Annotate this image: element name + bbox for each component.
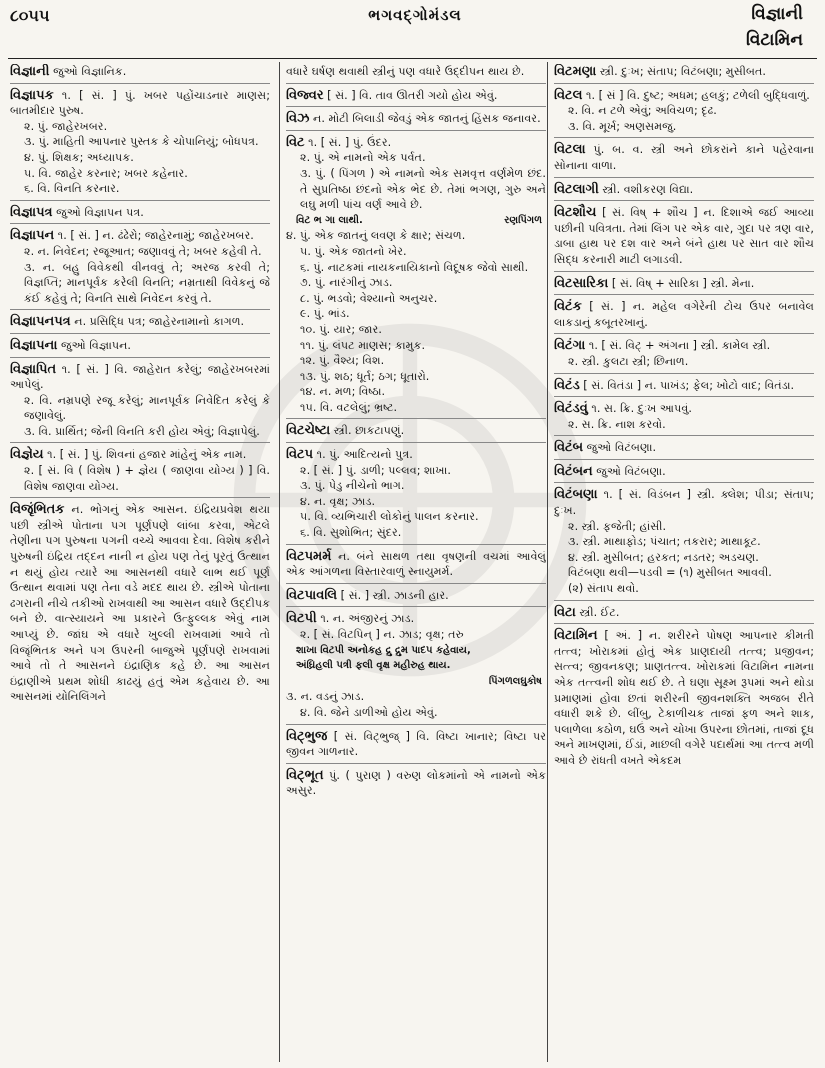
headword: વિટપી <box>286 611 317 627</box>
sense: ૪. વિ. જેને ડાળીઓ હોય એવું. <box>300 705 438 719</box>
dictionary-entry <box>286 588 546 608</box>
definition: જુઓ વિટંબણા. <box>592 464 666 478</box>
dictionary-entry <box>554 205 814 271</box>
definition: [ સં. ] વિ. તાવ ઊતરી ગયો હોય એવું. <box>323 88 498 102</box>
sense: ૨. [ સં. ] પું. ડાળી; પલ્લવ; શાખા. <box>300 463 451 477</box>
dictionary-entry <box>554 628 814 771</box>
headword: વિજ્ઞાપન <box>10 228 55 244</box>
definition: પું. બ. વ. સ્ત્રી અને છોકરાંને કાને પહેરવાના સોનાના વાળા. <box>554 143 814 172</box>
dictionary-entry <box>554 299 814 334</box>
headword: વિટલાગી <box>554 181 599 197</box>
dictionary-entry <box>286 729 546 764</box>
sense: ૯. પું. ભાંડ. <box>300 307 350 321</box>
headword: વિટંબ <box>554 440 584 456</box>
headword: વિટપ <box>286 447 314 463</box>
definition: ૧. [ સં. ] પું. શિવનાં હજાર માંહેનું એક નામ. <box>43 448 247 462</box>
definition: [ સં. વિતંડા ] ન. પાખંડ; ફેલ; ખોટો વાદ; વિતંડા. <box>579 378 795 392</box>
sense: ૨. પું. એ નામનો એક પર્વત. <box>300 151 426 165</box>
dictionary-entry <box>554 487 814 600</box>
verse-quote: શાખા વિટપી અનોકહ દ્રુ દ્રુમ પાદપ કહેવાય, <box>296 644 471 656</box>
definition: જુઓ વિજ્ઞાપન. <box>57 338 131 352</box>
verse-quote: અંઘ્રિહલી પત્રી ફલી વૃક્ષ મહીરુહ થાય. <box>296 660 451 672</box>
definition: ૧. [ સં ] વિ. દુષ્ટ; અધમ; હલકું; ટળેલી બુદ્ધિવાળું. <box>582 88 810 102</box>
definition: સ્ત્રી. ઈંટ. <box>575 605 620 619</box>
dictionary-entry <box>10 502 270 708</box>
quote-text: વિટ ભ ગા લાથી. <box>296 214 363 226</box>
sense: ૨. [ સં. વિ ( વિશેષ ) + જ્ઞેય ( જાણવા યોગ્ય ) ] વિ. વિશેષ જાણવા યોગ્ય. <box>24 464 270 493</box>
definition: ન. ભોગનું એક આસન. ઇંદ્રિયપ્રવેશ થયા પછી સ્ત્રીએ પોતાના પગ પૂર્ણપણે લાંબા કરવા, એટલે તેણીના પગ પુરુષના પગની વચ્ચે આવવા દેવા. વિશેષ કરીને પુરુષની ઇંદ્રિય તદ્દન નાની ન હોય પણ તેનું પૂરતું ઉત્થાન ન થયું હોય ત્યારે આ આસનથી વધારે લાભ થઈ પૂર્ણ ઉત્થાન થવામાં પણ તેના વડે મદદ થાય છે. સ્ત્રીએ પોતાના ઢગરાની નીચે તકીઓ રાખવાથી આ આસન વધારે ઉદ્દીપક બને છે. વાત્સ્યાયને આ પ્રકારને ઉત્ફુલ્લક એવું નામ આપ્યું છે. જાંઘ એ વધારે ખુલ્લી રાખવામાં આવે તો વિજૃંભિતક અને પગ ઉપરની બાજુએ પૂર્ણપણે રાખવામાં આવે તો તે આસનને ઇંદ્રાણિક કહે છે. આ આસન ઇંદ્રાણીએ પ્રથમ શોધી કાઢયું હતું એમ કહેવાય છે. આ આસનમાં યોનિલિંગને <box>10 503 270 704</box>
headword: વિજ્વર <box>286 87 324 103</box>
column-3 <box>554 64 814 1062</box>
dictionary-entry <box>554 182 814 202</box>
guide-word-bottom: વિટામિન <box>745 30 803 50</box>
definition: ન. મોટી બિલાડી જેવડું એક જાતનું હિંસક જનાવર. <box>309 112 541 126</box>
definition: ૧. [ સં. ] વિ. જાહેરાત કરેલું; જાહેરખબરમાં આપેલું. <box>10 362 270 392</box>
headword: વિટંબણા <box>554 487 598 503</box>
header-rule <box>8 58 817 59</box>
headword: વિજ્ઞાપિત <box>10 361 57 377</box>
sense: ૨. સ. ક્રિ. નાશ કરવો. <box>568 417 666 431</box>
dictionary-entry <box>10 338 270 358</box>
dictionary-entry <box>10 64 270 84</box>
dictionary-entry <box>286 611 546 724</box>
headword: વિટંગા <box>554 338 586 354</box>
sense: ૫. વિ. વ્યભિચારી લોકોનું પાલન કરનાર. <box>300 510 479 524</box>
headword: વિટ્ભુજ <box>286 728 328 744</box>
definition: ન. પ્રસિદ્ધિ પત્ર; જાહેરનામાનો કાગળ. <box>70 315 245 329</box>
sense: ૧૦. પું. યાર; જાર. <box>300 322 382 336</box>
definition: ૧. [ સં. ] પું. ખબર પહોંચાડનાર માણસ; બાતમીદાર પુરુષ. <box>10 88 270 118</box>
definition: [ સં. વિટ્ભુજ્ ] વિ. વિષ્ટા ખાનાર; વિષ્ટા પર જીવન ગાળનાર. <box>286 729 546 759</box>
quote-source: રણપિંગળ <box>504 214 542 226</box>
headword: વિટશૌચ <box>554 205 597 221</box>
dictionary-entry <box>286 135 546 420</box>
dictionary-entry <box>286 111 546 131</box>
dictionary-entry <box>554 378 814 398</box>
definition: પું. ( પુરાણ ) વરુણ લોકમાંનો એ નામનો એક અસુર. <box>286 768 546 798</box>
definition: સ્ત્રી. છાકટાપણું. <box>330 424 405 438</box>
dictionary-entry <box>286 423 546 443</box>
continued-text: વધારે ઘર્ષણ થવાથી સ્ત્રીનું પણ વધારે ઉદ્દીપન થાય છે. <box>286 64 546 84</box>
dictionary-entry <box>286 88 546 108</box>
headword: વિટપમર્મ <box>286 548 332 564</box>
column-2 <box>286 64 546 1062</box>
sense: ૬. વિ. વિનતિ કરનાર. <box>24 182 120 196</box>
headword: વિજ્ઞાપત્ર <box>10 204 53 220</box>
dictionary-entry <box>286 768 546 802</box>
running-title: ભગવદ્ગોમંડલ <box>368 6 462 24</box>
sense: ૨. સ્ત્રી. કુલટા સ્ત્રી; છિનાળ. <box>568 354 689 368</box>
dictionary-entry <box>10 205 270 225</box>
dictionary-entry <box>554 464 814 484</box>
sense: ૧૨. પું. વૈશ્ય; વિશ. <box>300 354 385 368</box>
page-header <box>0 0 825 66</box>
sense: ૩. પું. પેડુ નીચેનો ભાગ. <box>300 479 405 493</box>
definition: જુઓ વિટંબણા. <box>583 441 657 455</box>
definition: ૧. [ સં. ] પું. ઉંદર. <box>304 135 392 149</box>
column-divider <box>547 62 548 1062</box>
headword: વિજ્ઞાપના <box>10 337 58 353</box>
definition: સ્ત્રી. વશીકરણ વિદ્યા. <box>598 182 694 196</box>
headword: વિટંડવું <box>554 401 588 417</box>
definition: જુઓ વિજ્ઞાનિક. <box>49 65 127 78</box>
sense: ૩. પું. ( પિંગળ ) એ નામનો એક સમવૃત્ત વર્ણમેળ છંદ. તે સુપ્રતિષ્ઠા છંદનો એક ભેદ છે. તેમાં ભગણ, ગુરુ અને લઘુ મળી પાંચ વર્ણ આવે છે. <box>300 166 546 212</box>
dictionary-entry <box>554 401 814 436</box>
definition: [ સં. ] સ્ત્રી. ઝાડની હાર. <box>337 588 449 602</box>
headword: વિજ્ઞાપનપત્ર <box>10 314 71 330</box>
sense: ૩. ન. વડનું ઝાડ. <box>286 690 365 704</box>
sense: ૩. પું. માહિતી આપનાર પુસ્તક કે ચોપાનિયું; બોધપત્ર. <box>24 135 259 149</box>
sense: ૩. ન. બહુ વિવેકથી વીનવવું તે; અરજ કરવી તે; વિજ્ઞપ્તિ; માનપૂર્વક કરેલી વિનતિ; નમ્રતાથી વિવેકનું જે કંઈ કહેવું તે; વિનતિ સાથે નિવેદન કરવું તે. <box>24 260 270 305</box>
headword: વિટંડ <box>554 377 580 393</box>
verse-quote <box>286 213 546 229</box>
dictionary-entry <box>286 447 546 545</box>
headword: વિટસારિકા <box>554 275 609 291</box>
sense: ૨. [ સં. વિટપિન્ ] ન. ઝાડ; વૃક્ષ; તરુ <box>300 628 464 641</box>
sense: ૪. સ્ત્રી. મુસીબત; હરકત; નડતર; અડચણ. <box>568 550 759 564</box>
sense: ૨. સ્ત્રી. ફજેતી; હાંસી. <box>568 519 667 533</box>
headword: વિટા <box>554 604 576 620</box>
dictionary-entry <box>10 447 270 498</box>
sense: ૬. પું. નાટકમાં નાયકનાયિકાનો વિદૂષક જેવો સાથી. <box>300 260 529 274</box>
headword: વિજૃંભિતક <box>10 502 65 518</box>
guide-word-top: વિજ્ઞાની <box>751 4 803 24</box>
sense: ૧૩. પું. શઠ; ધૂર્ત; ઠગ; ધૂતારો. <box>300 369 430 383</box>
headword: વિજ્ઞાની <box>10 64 50 79</box>
headword: વિટલા <box>554 142 586 158</box>
dictionary-entry <box>10 228 270 310</box>
sense: ૨. પું. જાહેરખબર. <box>24 119 108 133</box>
dictionary-entry <box>10 314 270 334</box>
definition: સ્ત્રી. દુઃખ; સંતાપ; વિટંબણા; મુસીબત. <box>596 65 766 78</box>
headword: વિટચેષ્ટા <box>286 423 331 439</box>
sense: ૨. વિ. નમ્રપણે રજૂ કરેલું; માનપૂર્વક નિવેદિત કરેલું કે જણાવેલું. <box>24 393 270 423</box>
definition: [ અં. ] ન. શરીરને પોષણ આપનાર કીમતી તત્ત્વ; ખોરાકમાં હોતું એક પ્રાણદાયી તત્ત્વ; પ્રજીવન; સત્ત્વ; જીવનકણ; પ્રાણતત્ત્વ. ખોરાકમાં વિટામિન નામના એક તત્ત્વની શોધ થઈ છે. તે ઘણા સૂક્ષ્મ રૂપમાં અને થોડા પ્રમાણમાં હોવા છતાં શરીરની જીવનશક્તિ અજબ રીતે વધારી શકે છે. લીંબુ, ટેકાળીચક તાજાં ફળ અને શાક, પલાળેલા કઠોળ, ઘઉં અને ચોખા ઉપરના છોતમાં, તાજાં દૂધ અને માખણમાં, ઈંડાં, માછલી વગેરે પદાર્થમાં આ તત્ત્વ મળી આવે છે રાંધતી વખતે એકદમ <box>554 629 814 767</box>
sense: ૧૪. ન. મળ; વિષ્ઠા. <box>300 385 386 399</box>
idiom: વિટંબણા થવી—પડવી = (૧) મુસીબત આવવી. <box>568 566 772 580</box>
definition: ૧. [ સં. વિડંબન ] સ્ત્રી. ક્લેશ; પીડા; સંતાપ; દુઃખ. <box>554 488 814 518</box>
sense: ૮. પું. ભડવો; વેશ્યાનો અનુચર. <box>300 291 438 305</box>
headword: વિજ્ઞાપક <box>10 87 54 103</box>
headword: વિટપાવલિ <box>286 587 338 603</box>
definition: ૧. સ. ક્રિ. દુઃખ આપવું. <box>587 402 692 416</box>
idiom: (૨) સંતાપ થવો. <box>568 582 639 596</box>
dictionary-entry <box>554 64 814 84</box>
sense: ૧૧. પું. લંપટ માણસ; કામુક. <box>300 338 426 352</box>
definition: ૧. પું. આદિત્યનો પુત્ર. <box>313 448 413 462</box>
sense: ૩. વિ. મૂર્ખ; અણસમજુ. <box>568 119 677 133</box>
headword: વિટંક <box>554 299 582 315</box>
dictionary-entry <box>554 440 814 460</box>
definition: ૧. [ સં. વિટ્ + અંગના ] સ્ત્રી. કામેલ સ્ત્રી. <box>585 339 771 353</box>
dictionary-entry <box>554 605 814 625</box>
sense: ૪. ન. વૃક્ષ; ઝાડ. <box>300 494 376 508</box>
headword: વિટ <box>286 134 305 150</box>
headword: વિટ્ભૂત <box>286 767 324 783</box>
dictionary-entry <box>554 276 814 296</box>
sense: ૨. ન. નિવેદન; રજૂઆત; જણાવવું તે; ખબર કહેવી તે. <box>24 244 262 258</box>
sense: ૭. પું. નારંગીનું ઝાડ. <box>300 276 393 290</box>
sense: ૪. પું. શિક્ષક; અધ્યાપક. <box>24 150 134 164</box>
column-1 <box>10 64 270 1062</box>
sense: ૫. પું. એક જાતનો ખેર. <box>300 244 407 258</box>
headword: વિટંબન <box>554 463 593 479</box>
sense: ૩. વિ. પ્રાર્થિત; જેની વિનતિ કરી હોય એવું; વિજ્ઞાપેલું. <box>24 424 260 438</box>
definition: [ સં. વિષ્ + શૌચ ] ન. દિશાએ જઈ આવ્યા પછીની પવિત્રતા. તેમાં લિંગ પર એક વાર, ગુદા પર ત્રણ વાર, ડાબા હાથ પર દશ વાર અને બંને હાથ પર સાત વાર શૌચ સિદ્ધ કરનારી માટી લગાડવી. <box>554 206 814 266</box>
definition: ૧. ન. અંજીરનું ઝાડ. <box>316 612 415 626</box>
definition: જુઓ વિજ્ઞાપન પત્ર. <box>52 205 144 219</box>
sense: ૫. વિ. જાહેર કરનાર; ખબર કહેનાર. <box>24 166 188 180</box>
definition: [ સં. ] ન. મહેલ વગેરેની ટોચ ઉપર બનાવેલ લાકડાનું કબૂતરખાનું. <box>554 300 814 329</box>
dictionary-entry <box>10 88 270 201</box>
definition: ન. બંને સાથળ તથા વૃષણની વચમાં આવેલું એક આંગળના વિસ્તારવાળું સ્નાયુમર્મ. <box>286 549 546 579</box>
definition: ૧. [ સં. ] ન. ઢંઢેરો; જાહેરનામું; જાહેરખબર. <box>54 229 254 243</box>
headword: વિજ્ઞેય <box>10 447 44 463</box>
definition: [ સં. વિષ્ + સારિકા ] સ્ત્રી. મેના. <box>608 276 755 290</box>
headword: વિટલ <box>554 87 583 103</box>
sense: ૬. વિ. સુશોભિત; સુંદર. <box>300 526 402 540</box>
headword: વિટમણા <box>554 64 597 79</box>
dictionary-entry <box>10 362 270 444</box>
headword: વિટામિન <box>554 628 598 644</box>
dictionary-entry <box>554 88 814 139</box>
column-divider <box>279 62 280 1062</box>
dictionary-entry <box>554 142 814 177</box>
sense: ૪. પું. એક જાતનું લવણ કે ક્ષાર; સંચળ. <box>286 229 466 243</box>
sense: ૧૫. વિ. વટલેલું; ભ્રષ્ટ. <box>300 400 398 414</box>
dictionary-entry <box>286 549 546 584</box>
headword: વિઝ <box>286 111 310 127</box>
dictionary-entry <box>554 338 814 373</box>
sense: ૨. વિ. ન ટળે એવું; અવિચળ; દૃઢ. <box>568 104 717 118</box>
page-number: ૮૦૫૫ <box>10 6 50 25</box>
sense: ૩. સ્ત્રી. માથાફોડ; પંચાત; તકરાર; માથાકૂટ. <box>568 535 761 549</box>
quote-source: પિંગળલઘુકોષ <box>488 675 542 687</box>
